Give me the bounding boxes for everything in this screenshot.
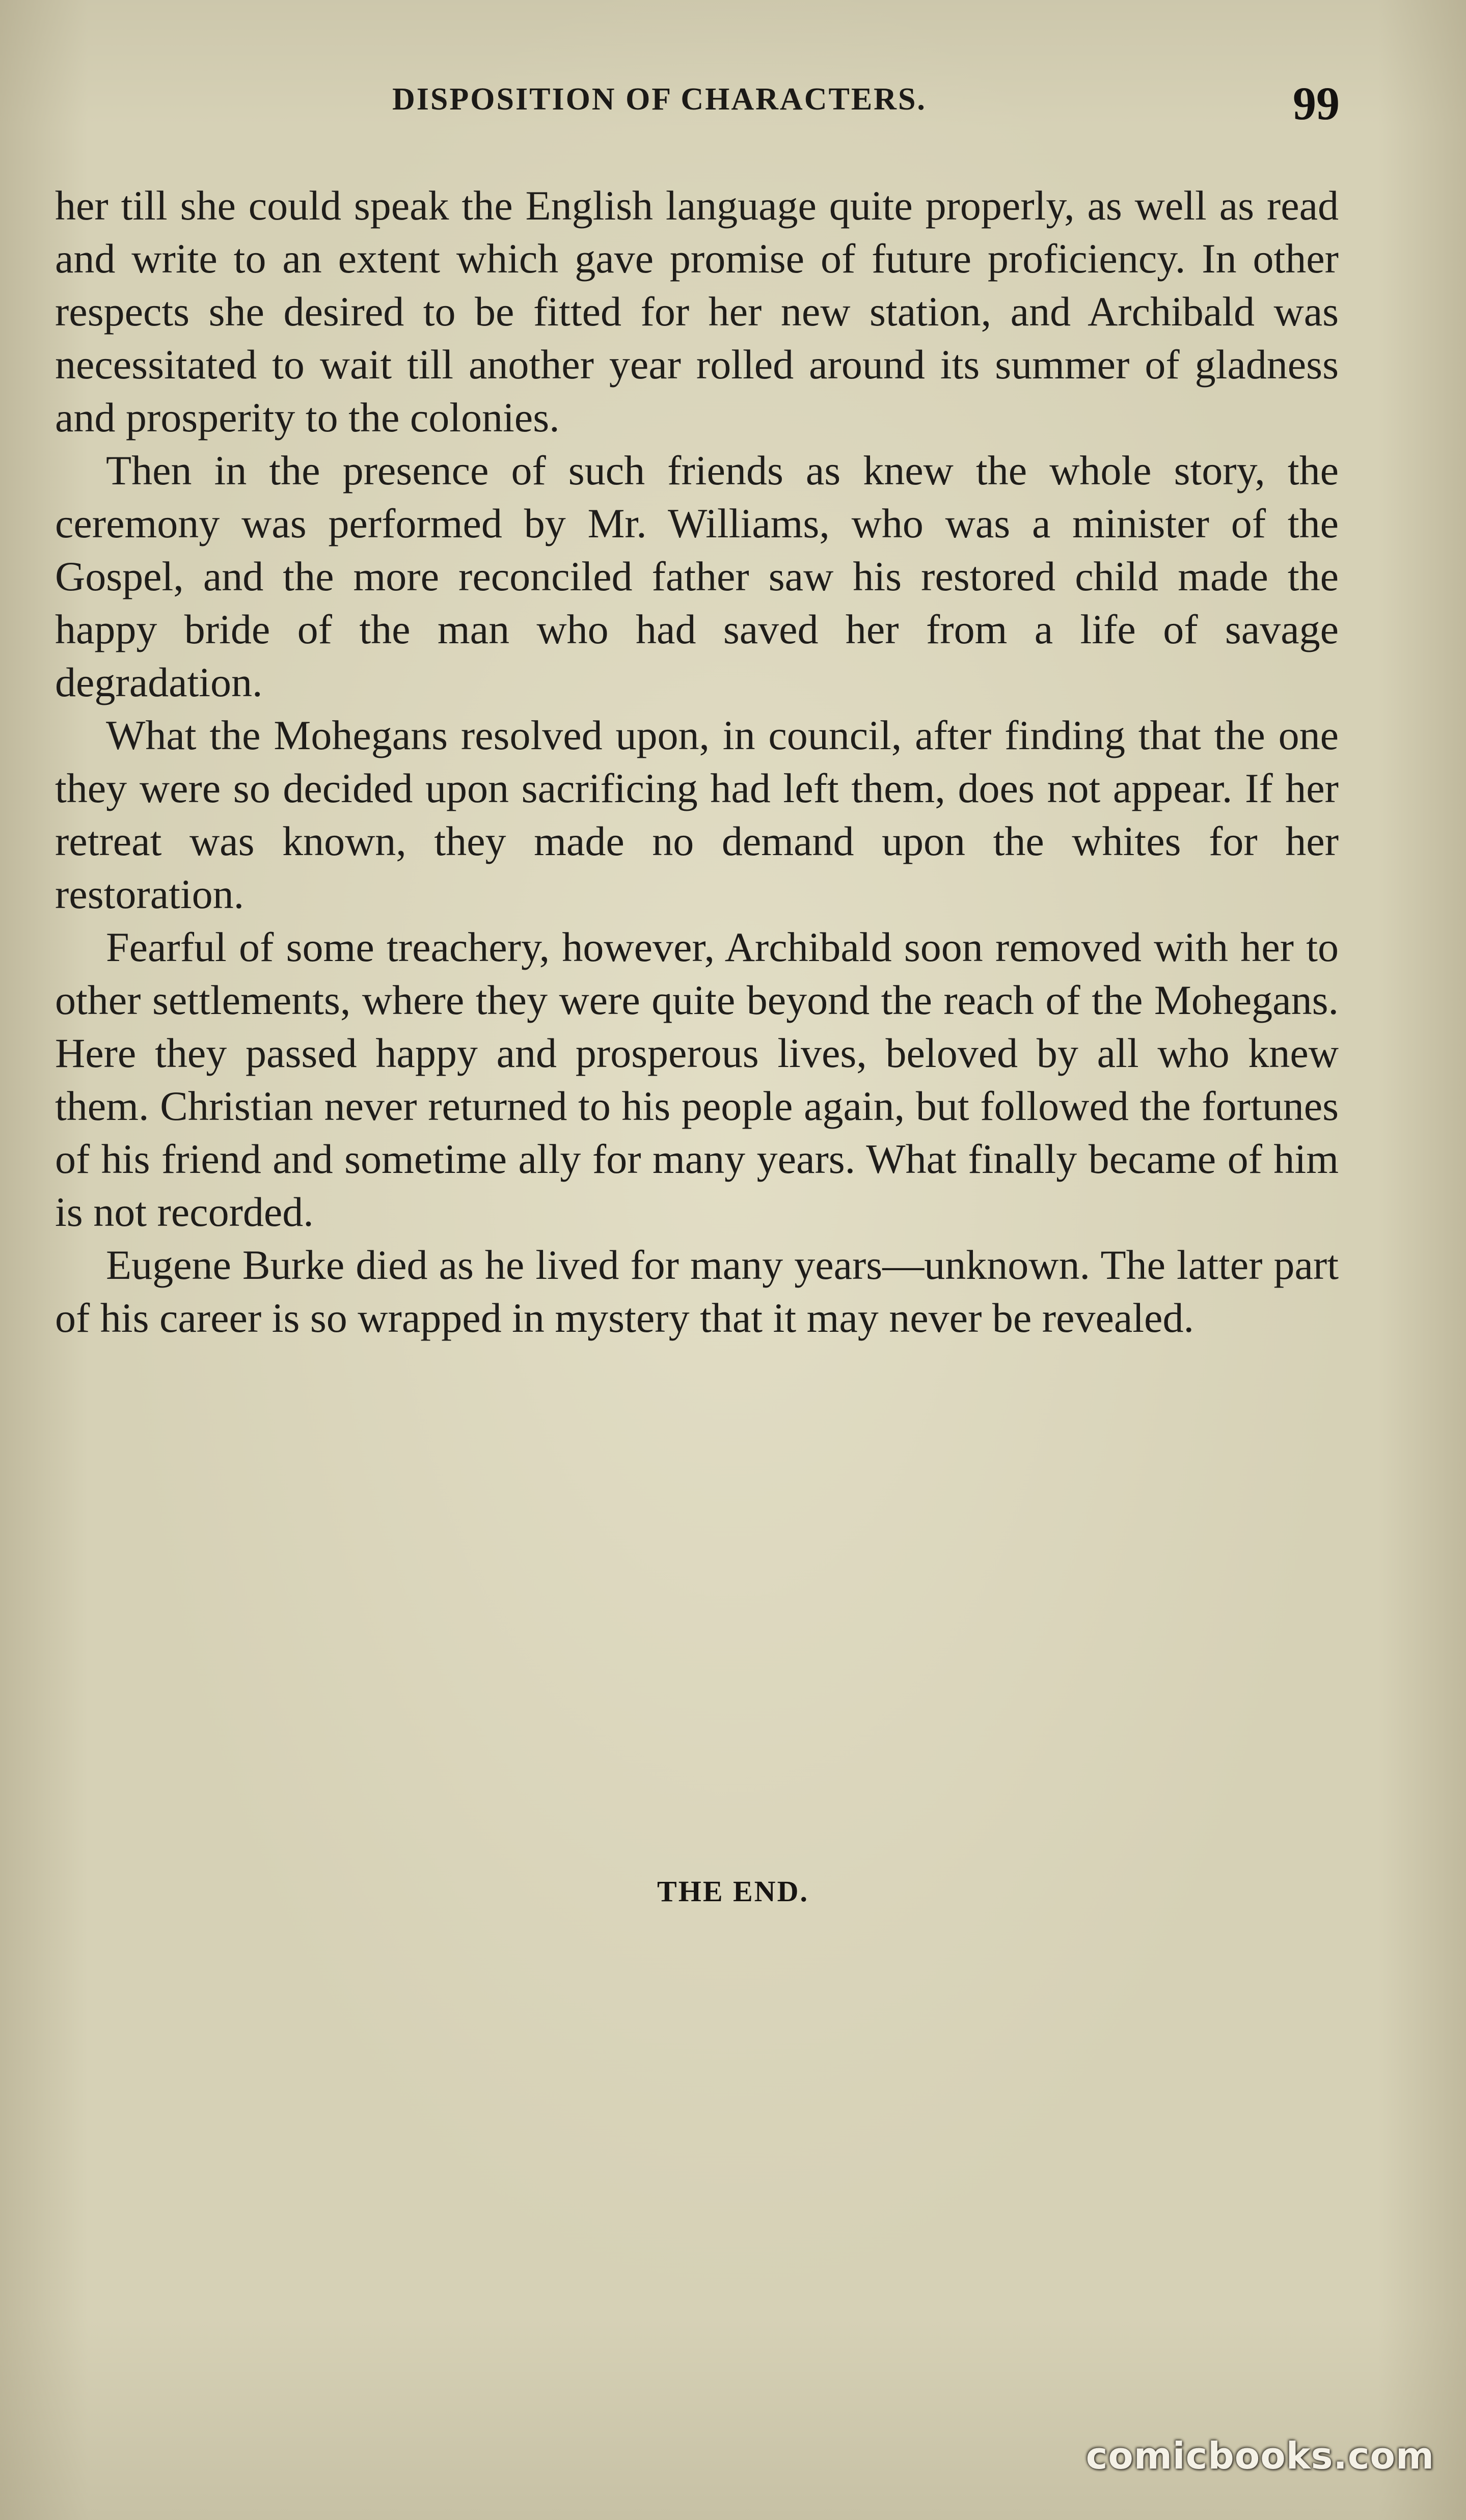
watermark: comicbooks.com xyxy=(1085,2434,1434,2477)
page-number: 99 xyxy=(1293,77,1340,129)
running-title: DISPOSITION OF CHARACTERS. xyxy=(392,82,927,117)
running-head xyxy=(0,76,1466,138)
paragraph-1: her till she could speak the English language quite properly, as well as read and write to an extent which gave promise of future proficiency. In other respects she desired to be fitted for her new station, and Archibald was necessitated to wait till another year rolled around its summer of gladness and prosperity to the colonies. xyxy=(55,182,1339,441)
paragraph-5: Eugene Burke died as he lived for many years—unknown. The latter part of his career is so wrapped in mystery that it may never be revealed. xyxy=(55,1242,1339,1341)
paragraph-3: What the Mohegans resolved upon, in council, after finding that the one they were so decided upon sacrificing had left them, does not appear. If her retreat was known, they made no demand upon the whites for her restoration. xyxy=(55,712,1339,917)
paragraph-4: Fearful of some treachery, however, Archibald soon removed with her to other settlements, where they were quite beyond the reach of the Mohegans. Here they passed happy and prosperous lives, beloved by all who knew them. Christian never returned to his people again, but followed the fortunes of his friend and sometime ally for many years. What finally became of him is not recorded. xyxy=(55,924,1339,1235)
end-mark: THE END. xyxy=(657,1875,809,1908)
body-text xyxy=(55,179,1339,1345)
paragraph-2: Then in the presence of such friends as knew the whole story, the ceremony was performed by Mr. Williams, who was a minister of the Gospel, and the more reconciled father saw his restored child made the happy bride of the man who had saved her from a life of savage degradation. xyxy=(55,447,1339,705)
